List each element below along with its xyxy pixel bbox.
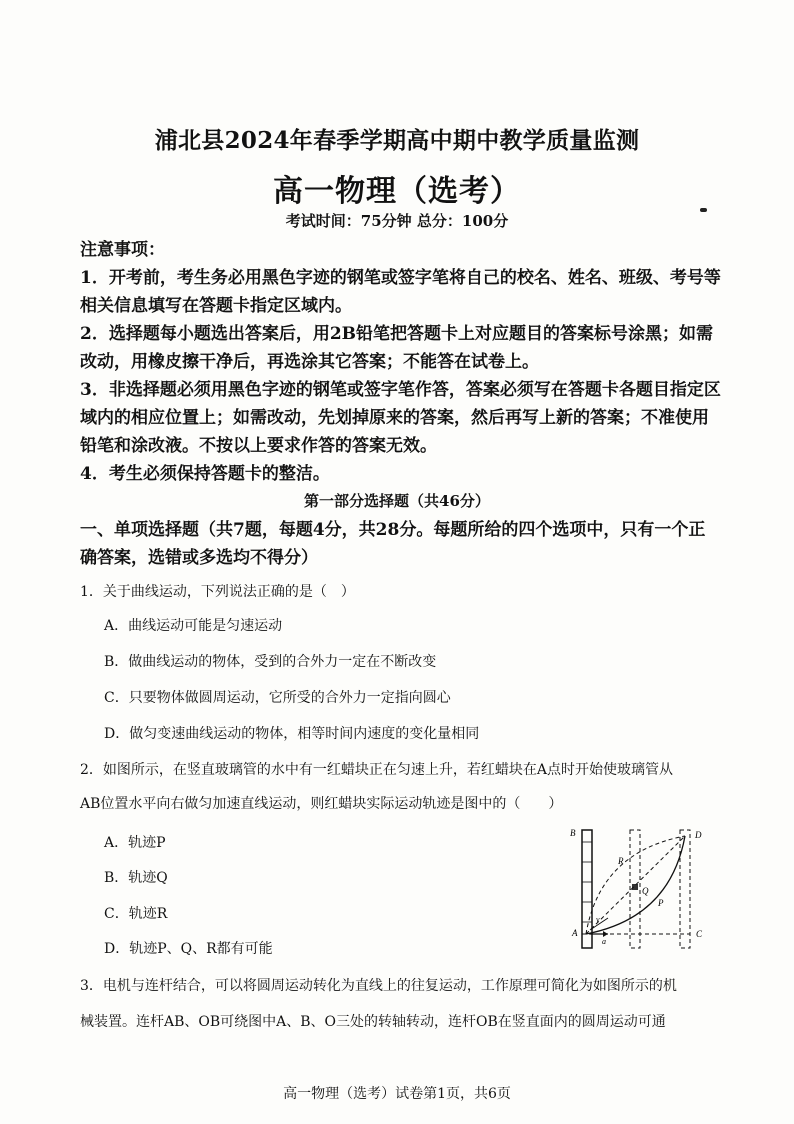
q1-option-a: A．曲线运动可能是匀速运动 [104, 618, 283, 634]
notice-line: 域内的相应位置上；如需改动，先划掉原来的答案，然后再写上新的答案；不准使用 [80, 408, 709, 428]
q2-option-d: D．轨迹P、Q、R都有可能 [104, 941, 273, 957]
q2-option-c: C．轨迹R [104, 906, 168, 922]
subject-title: 高一物理（选考） [273, 174, 521, 209]
question-2-stem: AB位置水平向右做匀加速直线运动，则红蜡块实际运动轨迹是图中的（ ） [80, 796, 563, 812]
section-heading: 确答案，选错或多选均不得分） [80, 548, 318, 568]
question-3-stem: 械装置。连杆AB、OB可绕图中A、B、O三处的转轴转动，连杆OB在竖直面内的圆周运动可通 [80, 1014, 666, 1030]
label-d: D [695, 830, 702, 840]
part1-title: 第一部分选择题（共46分） [304, 492, 490, 510]
notice-line: 1．开考前，考生务必用黑色字迹的钢笔或签字笔将自己的校名、姓名、班级、考号等 [80, 268, 721, 288]
exam-title: 浦北县2024年春季学期高中期中教学质量监测 [154, 127, 640, 154]
label-a: A [572, 928, 578, 938]
label-q: Q [642, 886, 649, 896]
notice-line: 2．选择题每小题选出答案后，用2B铅笔把答题卡上对应题目的答案标号涂黑；如需 [80, 324, 714, 344]
notice-line: 改动，用橡皮擦干净后，再选涂其它答案；不能答在试卷上。 [80, 352, 539, 372]
notice-line: 3．非选择题必须用黑色字迹的钢笔或签字笔作答，答案必须写在答题卡各题目指定区 [80, 380, 721, 400]
question-3-stem: 3．电机与连杆结合，可以将圆周运动转化为直线上的往复运动，工作原理可简化为如图所示的机 [80, 978, 677, 994]
tube-right [680, 830, 690, 948]
q1-option-d: D．做匀变速曲线运动的物体，相等时间内速度的变化量相同 [104, 726, 480, 742]
question-1-stem: 1．关于曲线运动，下列说法正确的是（ ） [80, 584, 355, 600]
notice-line: 相关信息填写在答题卡指定区域内。 [80, 296, 352, 316]
exam-info: 考试时间：75分钟 总分：100分 [285, 212, 509, 230]
q1-option-b: B．做曲线运动的物体，受到的合外力一定在不断改变 [104, 654, 437, 670]
label-r: R [618, 856, 624, 866]
label-v: v [596, 915, 600, 924]
label-acc: a [602, 937, 606, 946]
q1-option-c: C．只要物体做圆周运动，它所受的合外力一定指向圆心 [104, 690, 451, 706]
label-c: C [696, 929, 703, 939]
label-p: P [658, 898, 664, 908]
label-b: B [570, 828, 576, 838]
section-heading: 一、单项选择题（共7题，每题4分，共28分。每题所给的四个选项中，只有一个正 [80, 520, 706, 540]
notice-heading: 注意事项： [80, 240, 165, 260]
notice-line: 铅笔和涂改液。不按以上要求作答的答案无效。 [80, 436, 437, 456]
notice-line: 4．考生必须保持答题卡的整洁。 [80, 464, 330, 484]
trajectory-figure [560, 822, 720, 954]
q2-option-b: B．轨迹Q [104, 870, 168, 886]
question-2-stem: 2．如图所示，在竖直玻璃管的水中有一红蜡块正在匀速上升，若红蜡块在A点时开始使玻璃管从 [80, 762, 674, 778]
ink-dot [700, 208, 707, 212]
q2-option-a: A．轨迹P [104, 835, 166, 851]
page-footer: 高一物理（选考）试卷第1页，共6页 [283, 1086, 511, 1102]
